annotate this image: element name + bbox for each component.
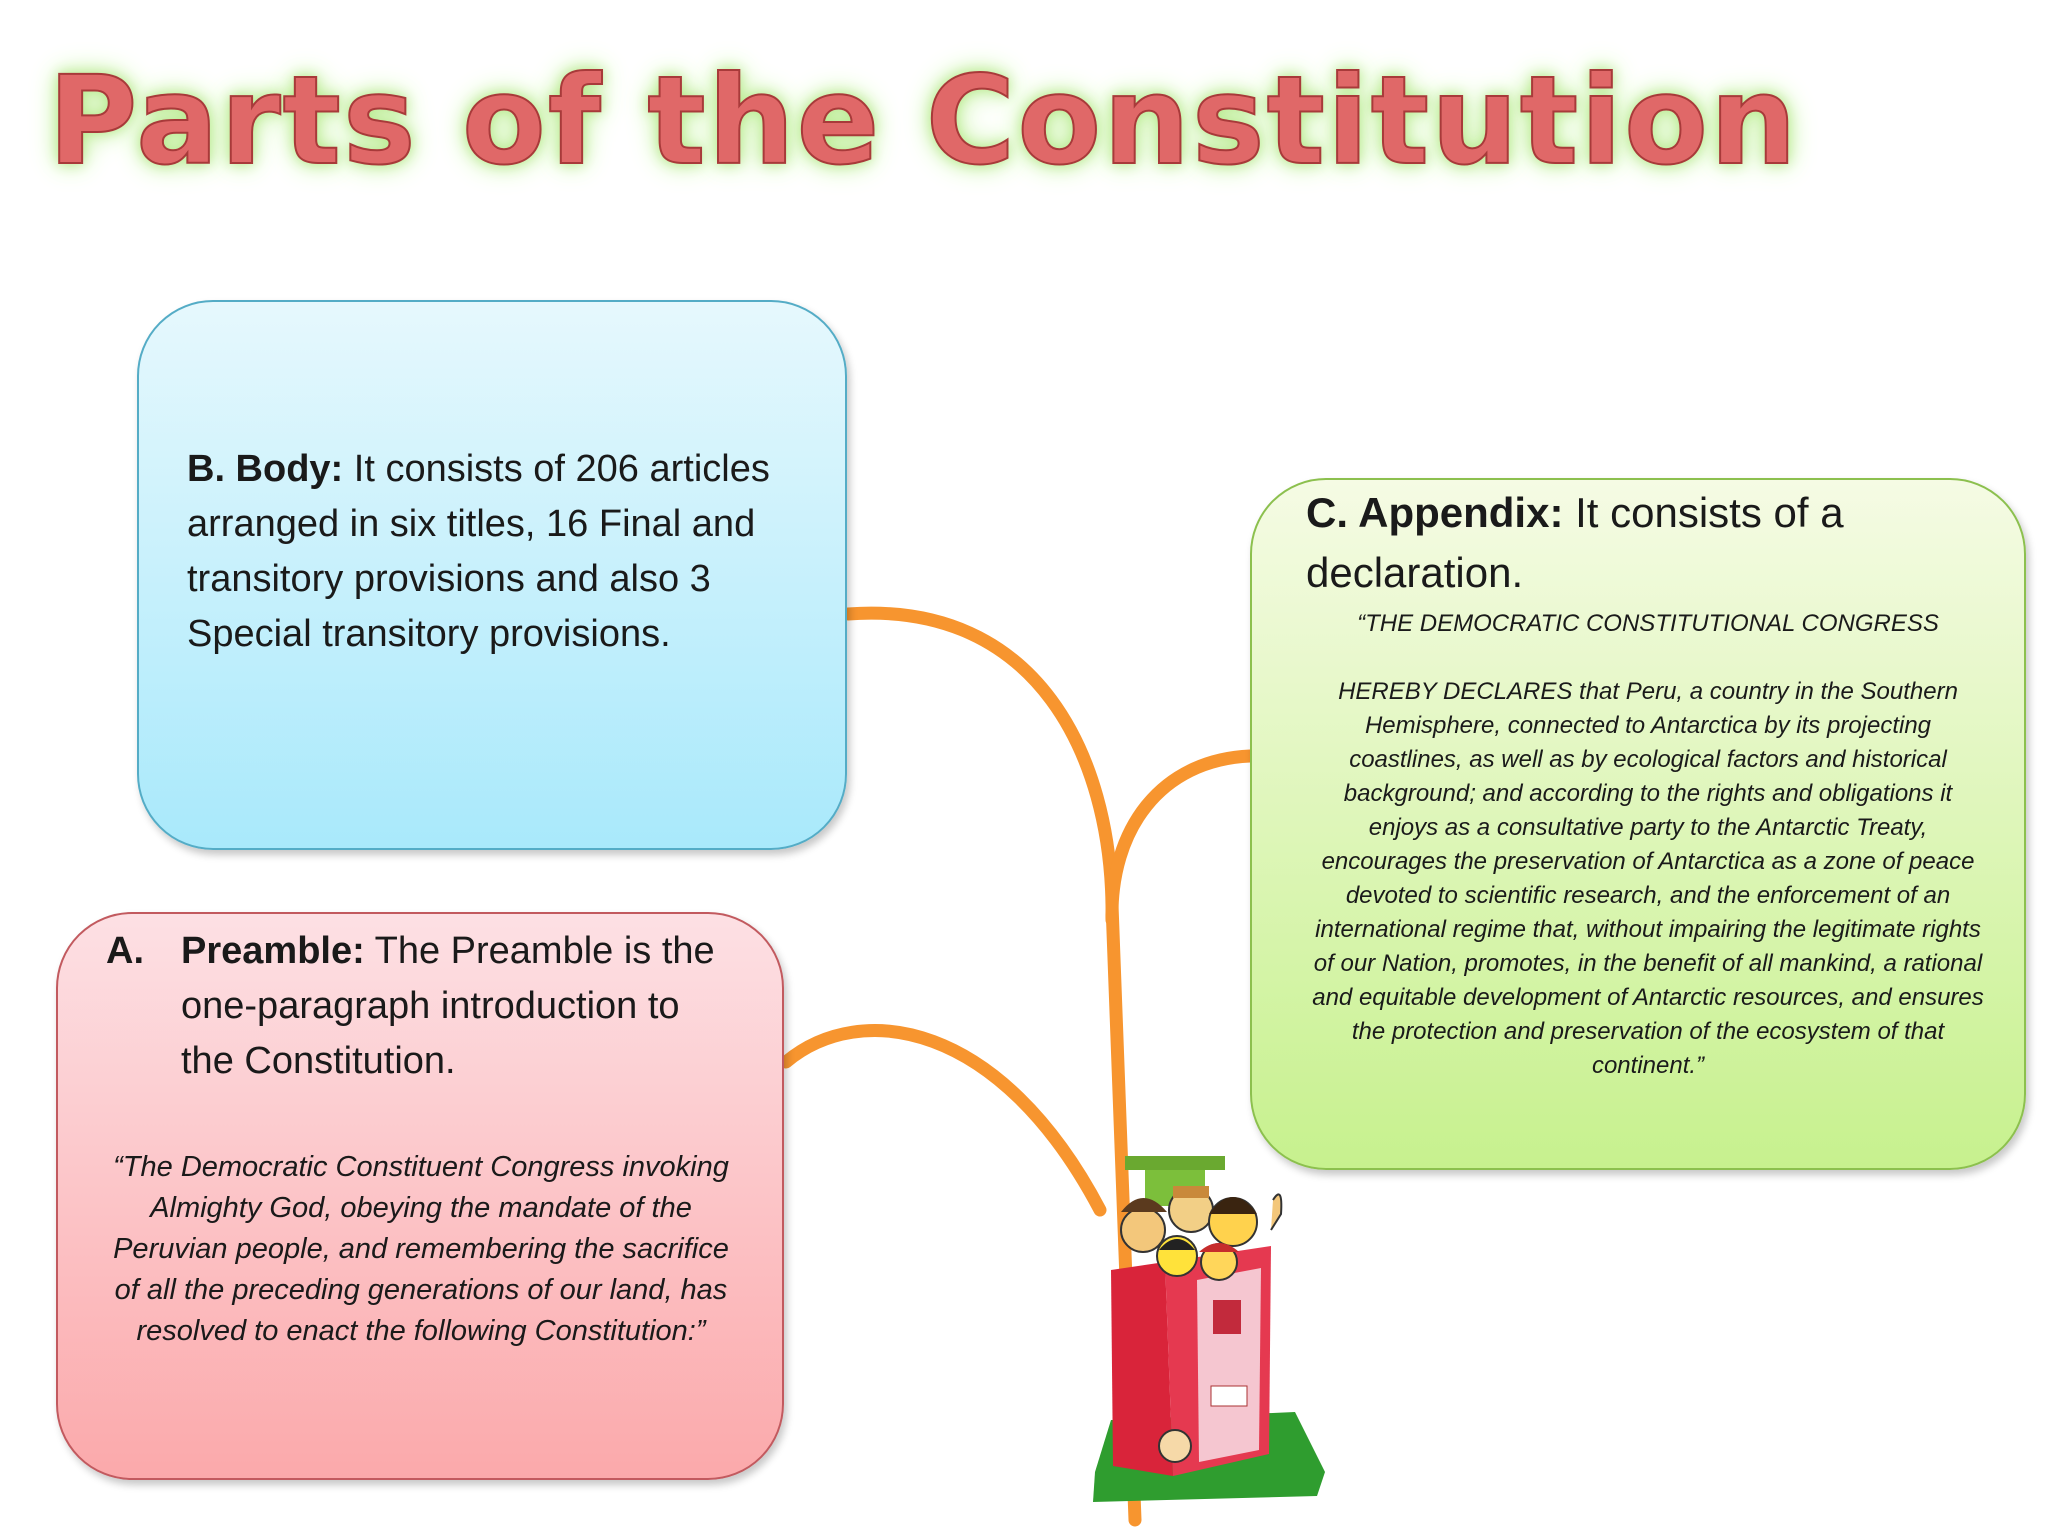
connector-preamble	[786, 1031, 1100, 1210]
preamble-list-marker: A.	[106, 930, 144, 972]
appendix-description	[1306, 483, 2000, 603]
children-reading-constitution-book-icon	[1085, 1150, 1335, 1520]
preamble-heading	[106, 924, 742, 1089]
preamble-card	[56, 912, 784, 1480]
appendix-quote	[1306, 607, 2000, 1083]
page-title: Parts of the Constitution	[48, 50, 1799, 192]
appendix-card	[1250, 478, 2026, 1170]
preamble-text: The Preamble is the one-paragraph introduction to the Constitution.	[181, 930, 715, 1082]
body-card	[137, 300, 847, 850]
appendix-text: It consists of a declaration.	[1306, 489, 1844, 596]
appendix-quote-body: HEREBY DECLARES that Peru, a country in the Southern Hemisphere, connected to Antarctica by its projecting coastlines, as well as by ecological factors and historical background; and according to the rights and obligations it enjoys as a consultative party to the Antarctic Treaty, encourages the preservation of Antarctica as a zone of peace devoted to scientific research, and the enforcement of an international regime that, without impairing the legitimate rights of our Nation, promotes, in the benefit of all mankind, a rational and equitable development of Antarctic resources, and ensures the protection and preservation of the ecosystem of that continent.”	[1312, 678, 1984, 1079]
connector-appendix	[1112, 756, 1250, 920]
body-label: B. Body:	[187, 448, 344, 490]
preamble-quote: “The Democratic Constituent Congress invoking Almighty God, obeying the mandate of the Peruvian people, and remembering the sacrifice of all the preceding generations of our land, has resolved to enact the following Constitution:”	[113, 1151, 729, 1347]
appendix-label: C. Appendix:	[1306, 489, 1564, 536]
body-description	[187, 442, 805, 662]
preamble-description	[181, 924, 742, 1089]
preamble-label: Preamble:	[181, 930, 365, 972]
appendix-quote-heading: “THE DEMOCRATIC CONSTITUTIONAL CONGRESS	[1357, 610, 1939, 637]
body-text: It consists of 206 articles arranged in six titles, 16 Final and transitory provisions and also 3 Special transitory provisions.	[187, 448, 770, 655]
